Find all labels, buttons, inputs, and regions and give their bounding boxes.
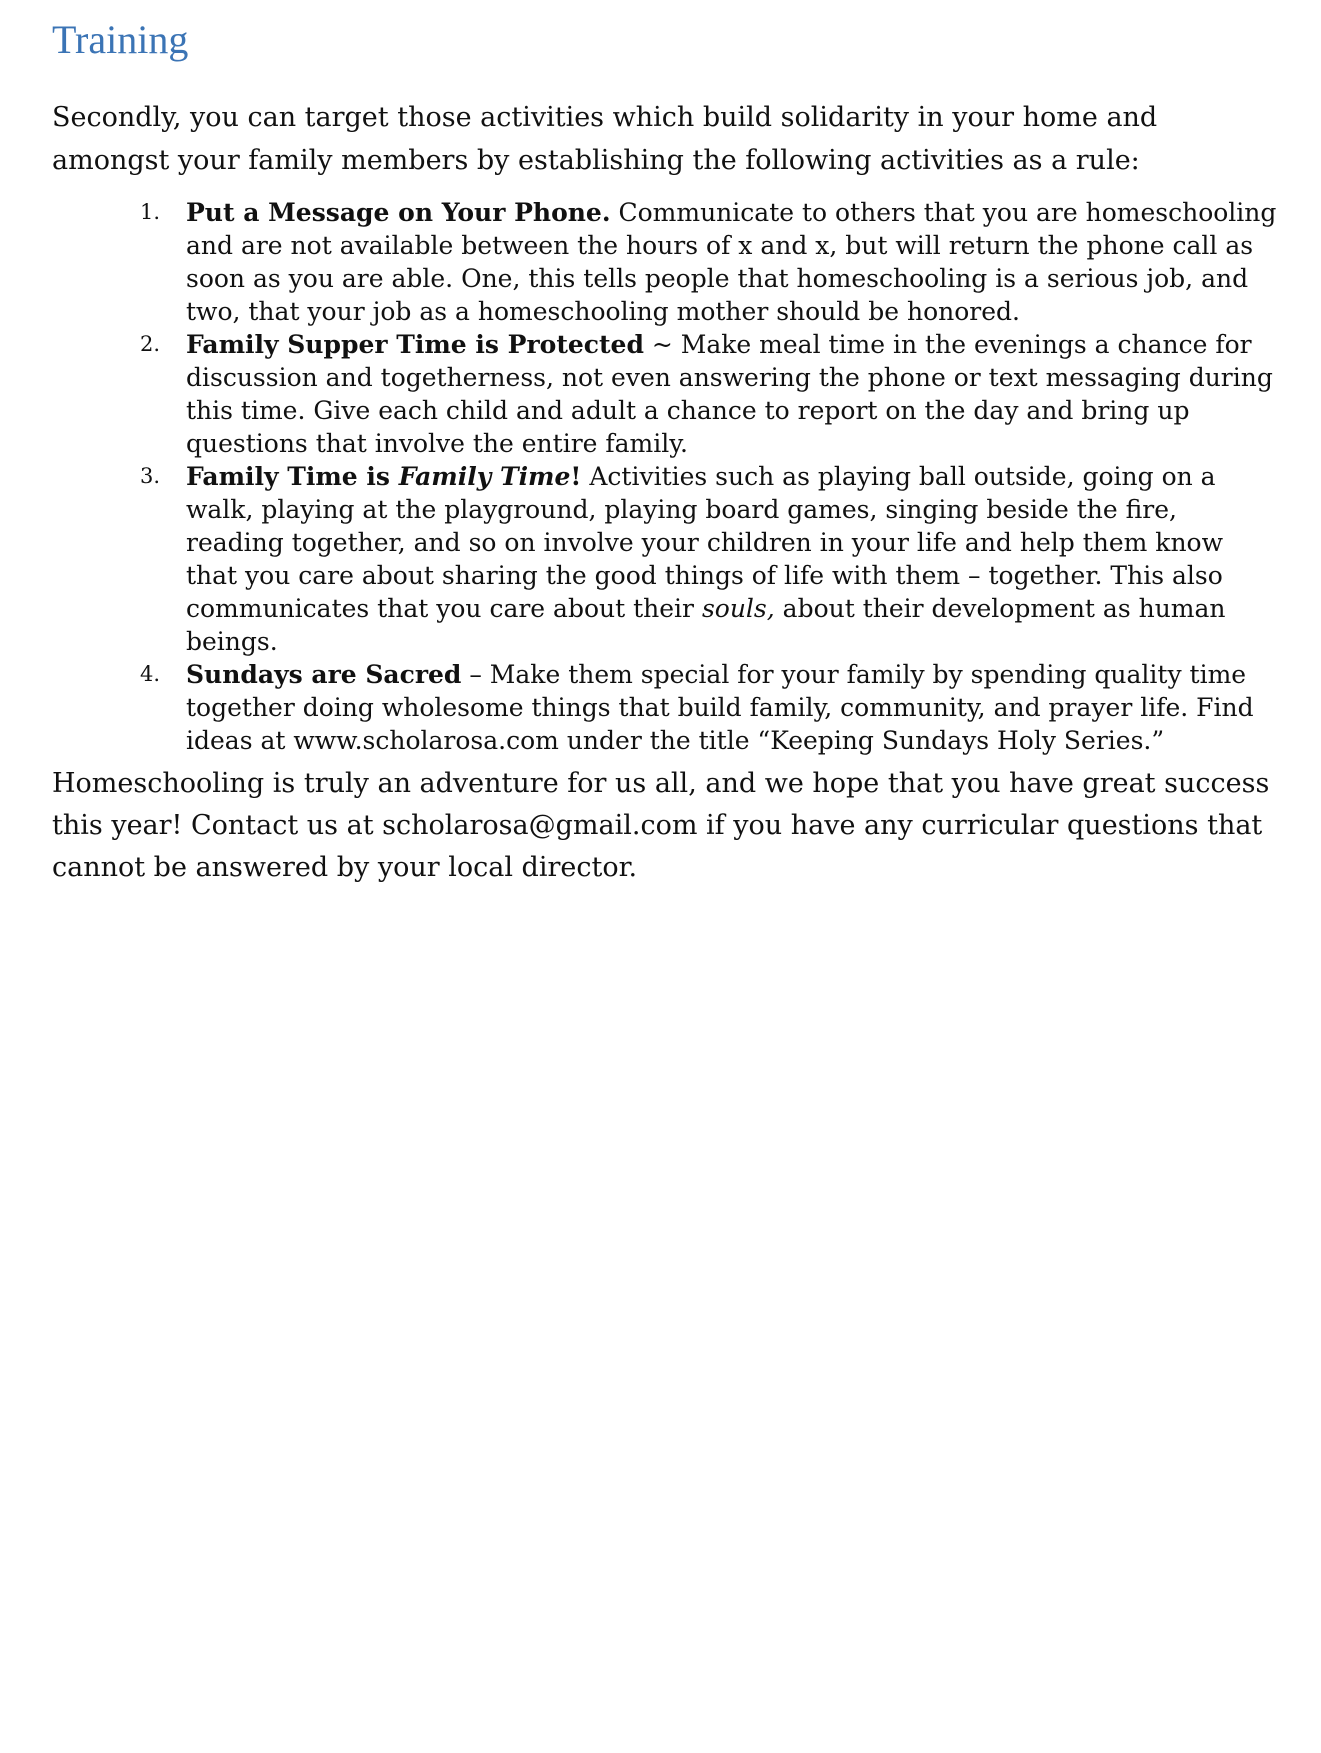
section-heading: Training [52,17,189,62]
list-item-title: Put a Message on Your Phone. [186,198,611,227]
list-item [140,328,1280,460]
list-item [140,196,1280,328]
list-item [140,460,1280,658]
list-item [140,658,1280,757]
list-item-title [186,462,581,491]
list-item-title-emphasis: Family Time [398,462,571,491]
list-item-body: Activities such as playing ball outside, going on a walk, playing at the playground, playing board games, singing beside the fire, reading together, and so on involve your children in your life and help them know that you care about sharing the good things of life with them – together. This also communicates that you care about their [186,462,1224,623]
list-item-body: Communicate to others that you are homeschooling and are not available between the hours of x and x, but will return the phone call as soon as you are able. One, this tells people that homeschooling is a serious job, and two, that your job as a homeschooling mother should be honored. [186,198,1277,326]
list-item-body-end: about their development as human beings. [186,594,1226,656]
list-item-title-suffix: ! [570,462,582,491]
list-item-number: 2. [140,332,161,356]
list-item-title-prefix: Family Time is [186,462,399,491]
closing-paragraph: Homeschooling is truly an adventure for us all, and we hope that you have great success this year! Contact us at scholarosa@gmail.com if you have any curricular questions that cannot be answered by your local director. [52,768,1270,883]
activity-list [140,196,1280,757]
list-item-title: Sundays are Sacred [186,660,462,689]
list-item-body: – Make them special for your family by spending quality time together doing wholesome things that build family, community, and prayer life. Find ideas at www.scholarosa.com under the title “Keeping Sundays Holy Series.” [186,660,1254,755]
list-item-title: Family Supper Time is Protected [186,330,644,359]
list-item-number: 3. [140,464,161,488]
list-item-number: 1. [140,200,161,224]
list-item-body-emphasis: souls, [701,594,775,623]
list-item-number: 4. [140,662,161,686]
intro-paragraph: Secondly, you can target those activities which build solidarity in your home and amongst your family members by establishing the following activities as a rule: [52,102,1158,176]
list-item-body: ~ Make meal time in the evenings a chance for discussion and togetherness, not even answering the phone or text messaging during this time. Give each child and adult a chance to report on the day and bring up questions that involve the entire family. [186,330,1273,458]
